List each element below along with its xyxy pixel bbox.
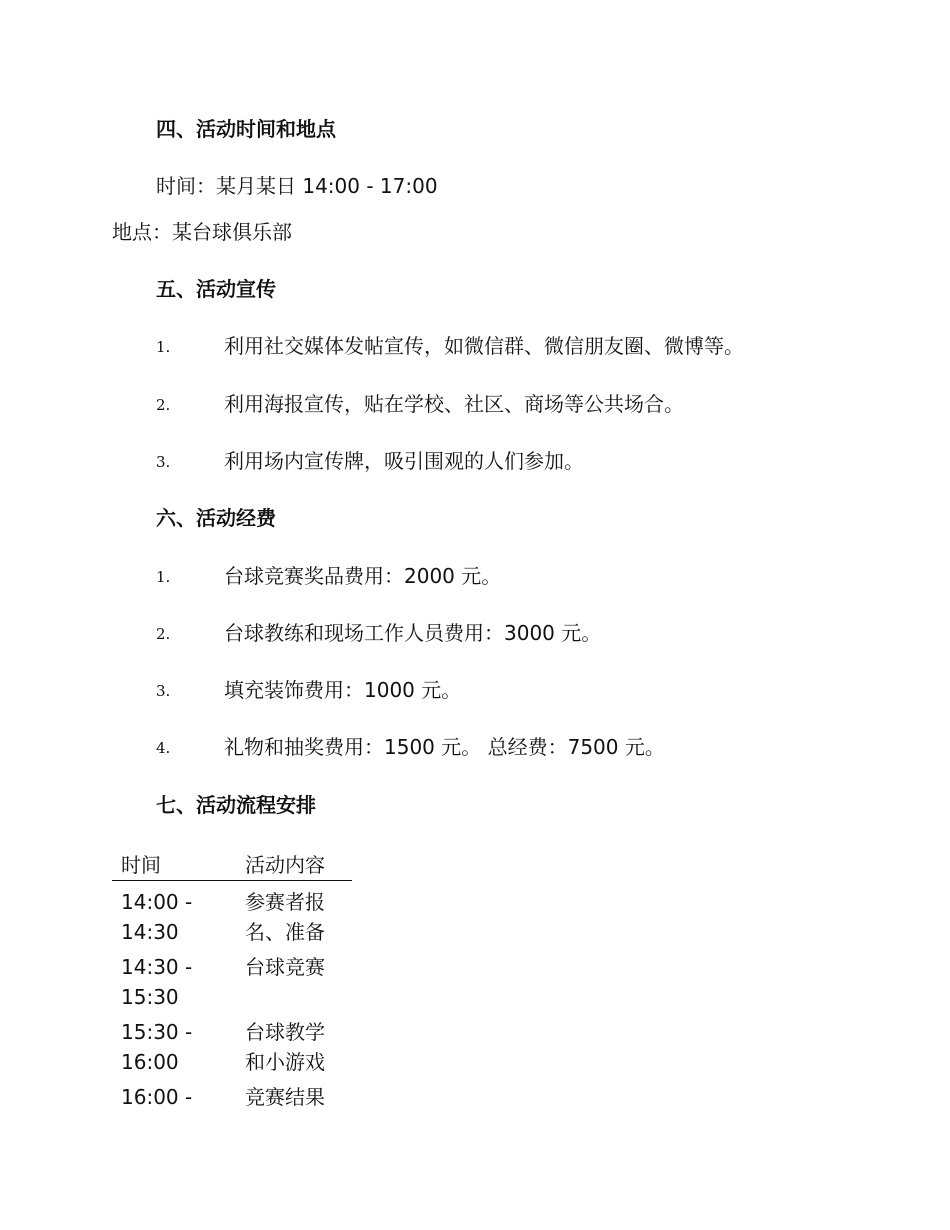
row-content: 台球竞赛 bbox=[245, 955, 325, 979]
table-row bbox=[112, 1076, 352, 1116]
table-row bbox=[112, 881, 352, 946]
list-number: 2. bbox=[156, 625, 171, 643]
list-text: 礼物和抽奖费用：1500 元。 总经费：7500 元。 bbox=[224, 735, 665, 759]
header-time: 时间 bbox=[121, 853, 161, 877]
schedule-header-row bbox=[112, 850, 352, 881]
section6-heading: 六、活动经费 bbox=[156, 506, 276, 530]
row-time: 14:00 - 14:30 bbox=[121, 890, 193, 944]
row-content: 台球教学 和小游戏 bbox=[245, 1020, 325, 1074]
section7-heading: 七、活动流程安排 bbox=[156, 793, 316, 817]
row-time: 15:30 - 16:00 bbox=[121, 1020, 193, 1074]
section5-heading: 五、活动宣传 bbox=[156, 277, 276, 301]
list-text: 利用海报宣传，贴在学校、社区、商场等公共场合。 bbox=[224, 392, 684, 416]
list-text: 利用社交媒体发帖宣传，如微信群、微信朋友圈、微博等。 bbox=[224, 334, 744, 358]
row-content: 竞赛结果 bbox=[245, 1085, 325, 1109]
table-row bbox=[112, 946, 352, 1011]
list-text: 利用场内宣传牌，吸引围观的人们参加。 bbox=[224, 449, 584, 473]
list-text: 填充装饰费用：1000 元。 bbox=[224, 678, 462, 702]
row-content: 参赛者报 名、准备 bbox=[245, 890, 325, 944]
section4-heading: 四、活动时间和地点 bbox=[156, 117, 336, 141]
list-number: 1. bbox=[156, 568, 171, 586]
header-content: 活动内容 bbox=[245, 853, 325, 877]
table-row bbox=[112, 1011, 352, 1076]
row-time: 16:00 - bbox=[121, 1085, 193, 1109]
list-number: 3. bbox=[156, 453, 171, 471]
list-number: 3. bbox=[156, 682, 171, 700]
list-number: 2. bbox=[156, 396, 171, 414]
event-place: 地点：某台球俱乐部 bbox=[112, 220, 292, 244]
schedule-table bbox=[112, 850, 352, 1116]
list-number: 4. bbox=[156, 739, 171, 757]
list-number: 1. bbox=[156, 338, 171, 356]
row-time: 14:30 - 15:30 bbox=[121, 955, 193, 1009]
event-time: 时间：某月某日 14:00 - 17:00 bbox=[156, 174, 438, 198]
list-text: 台球竞赛奖品费用：2000 元。 bbox=[224, 564, 502, 588]
list-text: 台球教练和现场工作人员费用：3000 元。 bbox=[224, 621, 602, 645]
